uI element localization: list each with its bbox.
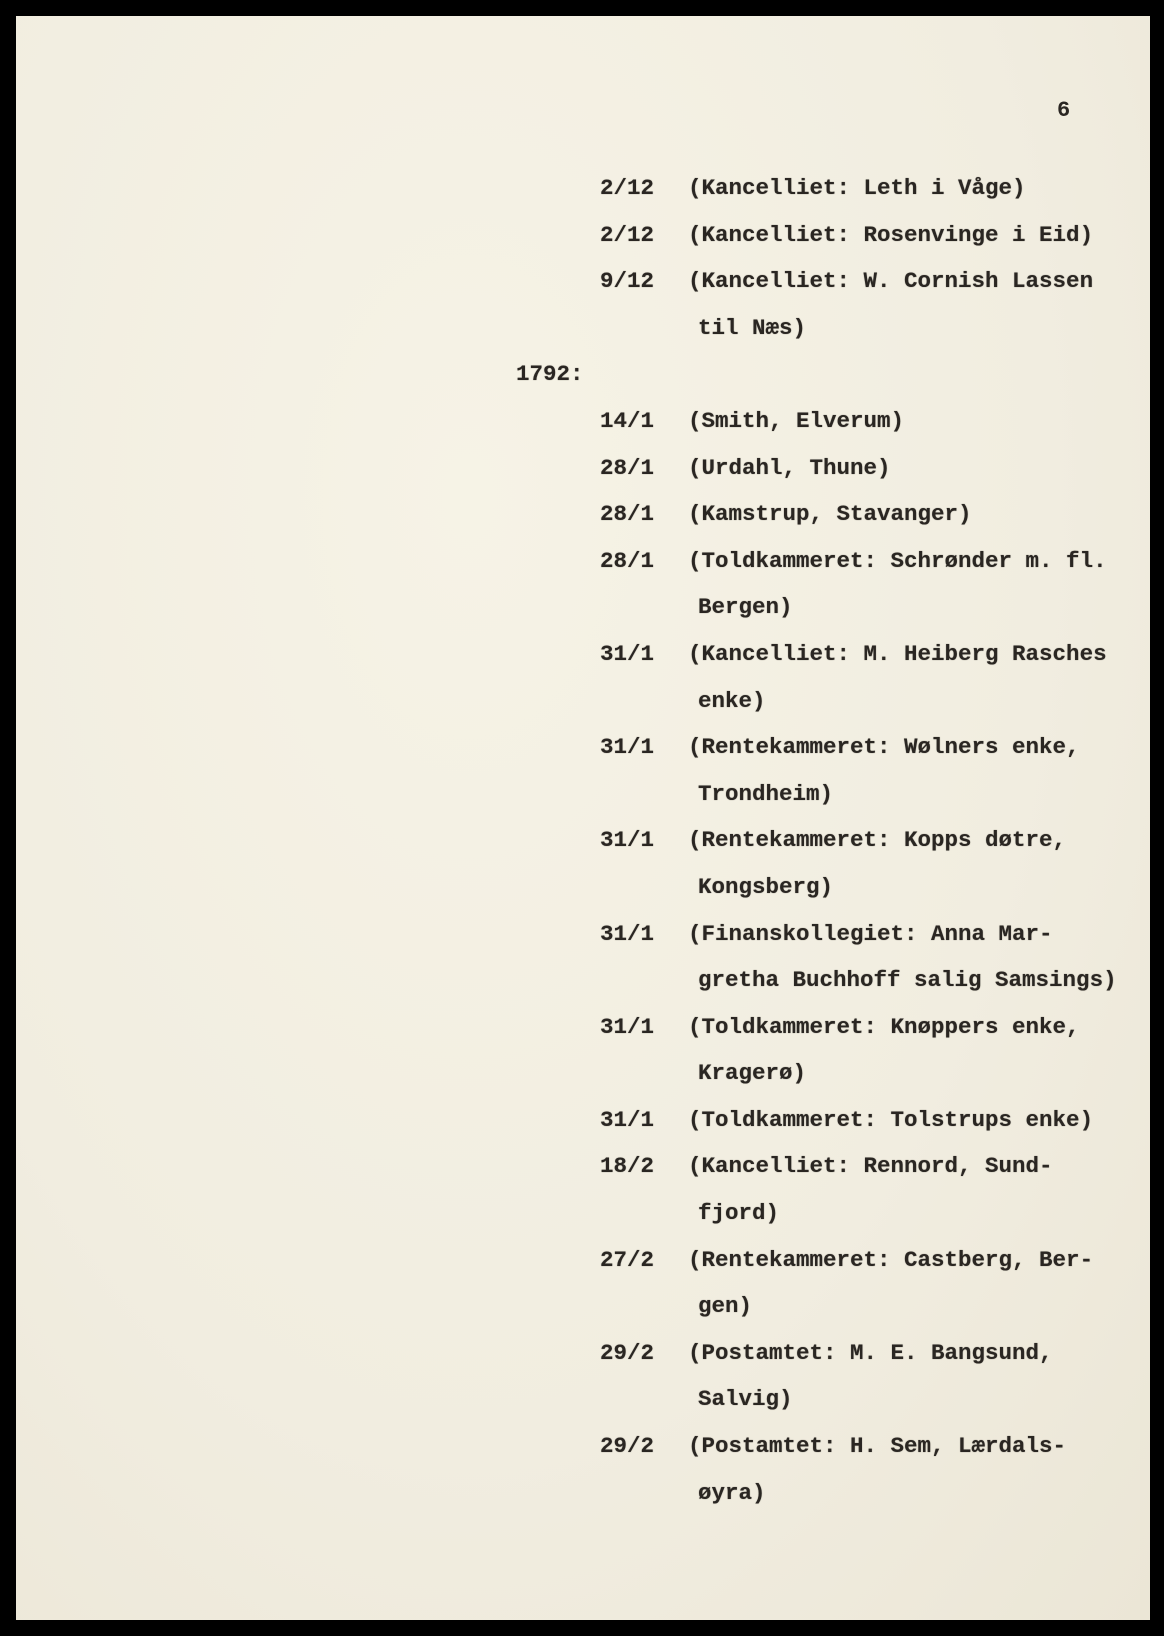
list-item <box>600 817 1150 910</box>
list-item <box>600 1237 1150 1330</box>
list-item <box>600 724 1150 817</box>
entry-line: til Næs) <box>698 314 807 341</box>
entry-line: (Kancelliet: Rosenvinge i Eid) <box>688 221 1094 248</box>
entry-line: (Kancelliet: Leth i Våge) <box>688 175 1026 201</box>
entry-line: gen) <box>698 1293 753 1320</box>
entry-date: 2/12 <box>600 221 655 248</box>
entry-text <box>688 911 1117 1004</box>
year-heading: 1792: <box>516 361 584 388</box>
entry-date: 31/1 <box>600 734 655 761</box>
list-item <box>600 165 1150 212</box>
entry-line: (Toldkammeret: Schrønder m. fl. <box>688 547 1107 574</box>
entries-after-year <box>16 398 1150 1516</box>
entry-date: 31/1 <box>600 827 655 854</box>
entry-line: (Rentekammeret: Kopps døtre, <box>688 827 1067 854</box>
list-item <box>600 1423 1150 1516</box>
entry-line: gretha Buchhoff salig Samsings) <box>698 967 1117 994</box>
list-item <box>600 258 1150 351</box>
entry-date: 31/1 <box>600 1106 655 1133</box>
entry-date: 27/2 <box>600 1246 655 1273</box>
entry-line: enke) <box>698 687 766 714</box>
entry-date: 31/1 <box>600 640 655 667</box>
entry-date: 28/1 <box>600 454 655 481</box>
entry-date: 28/1 <box>600 547 655 574</box>
list-item <box>600 911 1150 1004</box>
entry-date: 29/2 <box>600 1433 655 1460</box>
entry-line: (Postamtet: H. Sem, Lærdals- <box>688 1433 1067 1460</box>
entry-line: (Toldkammeret: Tolstrups enke) <box>688 1106 1094 1133</box>
entry-line: (Postamtet: M. E. Bangsund, <box>688 1339 1053 1366</box>
entry-line: Salvig) <box>698 1386 793 1413</box>
entry-line: (Urdahl, Thune) <box>688 454 891 481</box>
page-number: 6 <box>1057 98 1071 123</box>
entry-text <box>688 165 1026 212</box>
entry-text <box>688 1423 1066 1516</box>
entry-line: fjord) <box>698 1200 780 1227</box>
entry-line: Kongsberg) <box>698 873 834 900</box>
entry-line: Kragerø) <box>698 1060 807 1087</box>
document-page <box>16 16 1150 1620</box>
entry-line: (Finanskollegiet: Anna Mar- <box>688 920 1053 947</box>
entry-date: 29/2 <box>600 1339 655 1366</box>
entries-before-year <box>16 165 1150 351</box>
list-item <box>600 1143 1150 1236</box>
entry-line: (Rentekammeret: Castberg, Ber- <box>688 1246 1094 1273</box>
entry-text <box>688 445 891 492</box>
list-item <box>600 398 1150 445</box>
entry-line: (Smith, Elverum) <box>688 407 905 434</box>
entry-text <box>688 258 1093 351</box>
entry-line: Trondheim) <box>698 780 834 807</box>
list-item <box>600 491 1150 538</box>
entry-text <box>688 1097 1093 1144</box>
list-item <box>600 631 1150 724</box>
list-item <box>600 445 1150 492</box>
list-item <box>600 538 1150 631</box>
entry-date: 2/12 <box>600 175 655 201</box>
entry-line: (Kancelliet: Rennord, Sund- <box>688 1153 1053 1180</box>
list-item <box>600 1097 1150 1144</box>
entry-line: (Kamstrup, Stavanger) <box>688 501 972 528</box>
entry-line: (Rentekammeret: Wølners enke, <box>688 734 1080 761</box>
entry-date: 14/1 <box>600 407 655 434</box>
entry-list <box>16 165 1150 1516</box>
entry-date: 31/1 <box>600 920 655 947</box>
entry-text <box>688 724 1080 817</box>
entry-date: 9/12 <box>600 268 655 295</box>
entry-date: 18/2 <box>600 1153 655 1180</box>
entry-text <box>688 1004 1080 1097</box>
entry-date: 28/1 <box>600 501 655 528</box>
list-item <box>600 212 1150 259</box>
entry-text <box>688 491 972 538</box>
list-item <box>600 1004 1150 1097</box>
entry-text <box>688 817 1066 910</box>
entry-text <box>688 1330 1053 1423</box>
list-item <box>600 1330 1150 1423</box>
entry-line: (Kancelliet: W. Cornish Lassen <box>688 268 1094 295</box>
entry-line: (Toldkammeret: Knøppers enke, <box>688 1013 1080 1040</box>
entry-text <box>688 631 1107 724</box>
entry-text <box>688 1143 1053 1236</box>
entry-line: Bergen) <box>698 594 793 621</box>
entry-text <box>688 1237 1093 1330</box>
entry-line: øyra) <box>698 1479 766 1506</box>
entry-text <box>688 212 1093 259</box>
entry-text <box>688 398 904 445</box>
entry-date: 31/1 <box>600 1013 655 1040</box>
entry-line: (Kancelliet: M. Heiberg Rasches <box>688 640 1107 667</box>
entry-text <box>688 538 1107 631</box>
